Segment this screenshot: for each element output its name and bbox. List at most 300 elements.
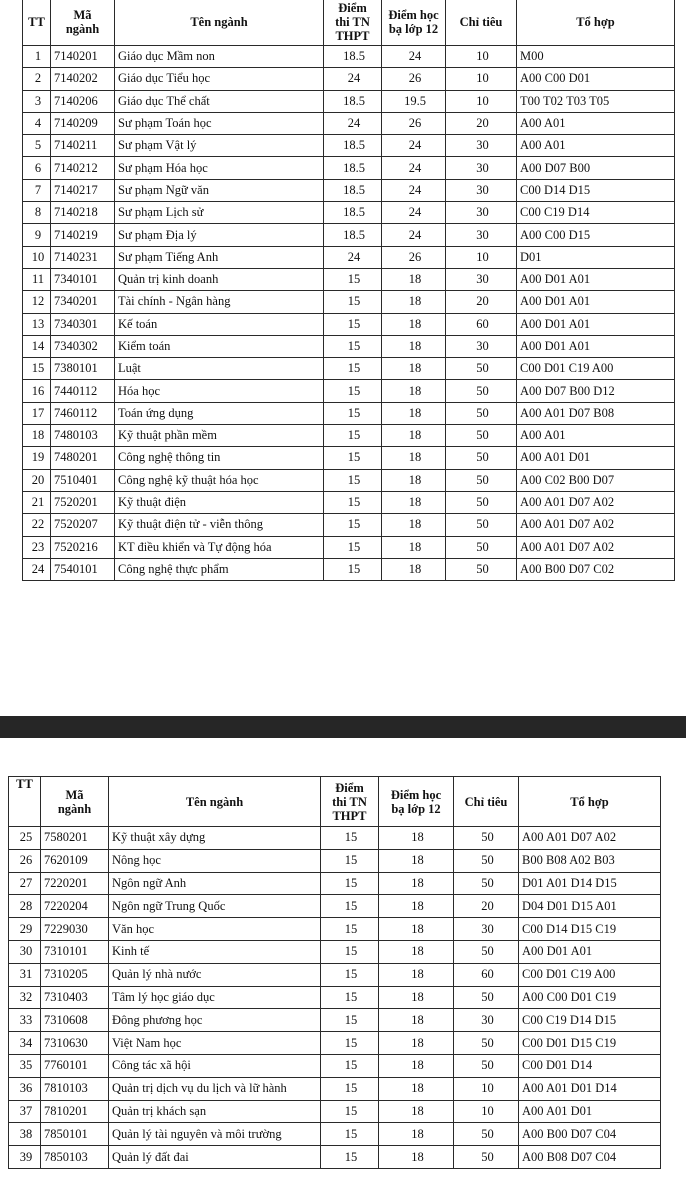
major-code: 7460112 (51, 402, 115, 424)
subject-combination: A00 A01 D07 A02 (517, 536, 675, 558)
row-number: 28 (9, 895, 41, 918)
major-code: 7310630 (41, 1032, 109, 1055)
row-number: 2 (23, 68, 51, 90)
major-code: 7340101 (51, 268, 115, 290)
row-number: 32 (9, 986, 41, 1009)
major-name: Quản trị dịch vụ du lịch và lữ hành (109, 1077, 321, 1100)
score-thpt: 15 (321, 940, 379, 963)
quota: 50 (446, 536, 517, 558)
subject-combination: A00 A01 D01 (517, 447, 675, 469)
score-hoc-ba: 18 (379, 1054, 454, 1077)
score-hoc-ba: 18 (379, 1009, 454, 1032)
subject-combination: C00 D01 C19 A00 (519, 963, 661, 986)
major-name: Việt Nam học (109, 1032, 321, 1055)
header-diem-thi: Điểm thi TN THPT (324, 0, 382, 46)
subject-combination: A00 D07 B00 D12 (517, 380, 675, 402)
row-number: 16 (23, 380, 51, 402)
score-thpt: 18.5 (324, 157, 382, 179)
subject-combination: A00 A01 D01 (519, 1100, 661, 1123)
header-chi-tieu: Chỉ tiêu (454, 777, 519, 827)
major-code: 7480103 (51, 425, 115, 447)
header-ma-nganh: Mã ngành (51, 0, 115, 46)
admission-table-1 (22, 0, 675, 581)
score-thpt: 15 (324, 491, 382, 513)
header-tt: TT (9, 777, 41, 827)
quota: 30 (446, 202, 517, 224)
table-row (9, 986, 661, 1009)
table-row (23, 536, 675, 558)
score-hoc-ba: 26 (382, 112, 446, 134)
major-code: 7620109 (41, 849, 109, 872)
subject-combination: A00 D01 A01 (517, 268, 675, 290)
score-thpt: 15 (324, 268, 382, 290)
table-row (23, 380, 675, 402)
score-hoc-ba: 18 (382, 447, 446, 469)
row-number: 29 (9, 918, 41, 941)
score-thpt: 15 (321, 986, 379, 1009)
quota: 10 (446, 246, 517, 268)
score-hoc-ba: 18 (379, 963, 454, 986)
score-thpt: 15 (321, 918, 379, 941)
quota: 50 (446, 514, 517, 536)
score-thpt: 18.5 (324, 135, 382, 157)
quota: 60 (454, 963, 519, 986)
score-hoc-ba: 18 (382, 514, 446, 536)
subject-combination: C00 D14 D15 C19 (519, 918, 661, 941)
major-name: Quản lý nhà nước (109, 963, 321, 986)
major-name: Kế toán (115, 313, 324, 335)
major-code: 7140201 (51, 46, 115, 68)
major-name: Tài chính - Ngân hàng (115, 291, 324, 313)
score-hoc-ba: 18 (382, 291, 446, 313)
quota: 50 (454, 1146, 519, 1169)
major-code: 7520201 (51, 491, 115, 513)
table-row (23, 268, 675, 290)
major-code: 7520216 (51, 536, 115, 558)
major-code: 7140206 (51, 90, 115, 112)
row-number: 21 (23, 491, 51, 513)
major-code: 7850103 (41, 1146, 109, 1169)
table-row (23, 491, 675, 513)
subject-combination: A00 B08 D07 C04 (519, 1146, 661, 1169)
table-row (23, 112, 675, 134)
table-row (9, 918, 661, 941)
major-name: Ngôn ngữ Trung Quốc (109, 895, 321, 918)
table-body-2 (9, 827, 661, 1169)
subject-combination: A00 D01 A01 (517, 313, 675, 335)
quota: 50 (446, 469, 517, 491)
score-thpt: 15 (321, 1032, 379, 1055)
subject-combination: A00 A01 D01 D14 (519, 1077, 661, 1100)
score-hoc-ba: 24 (382, 46, 446, 68)
score-hoc-ba: 18 (379, 918, 454, 941)
table-row (23, 224, 675, 246)
subject-combination: A00 B00 D07 C02 (517, 558, 675, 580)
subject-combination: C00 D14 D15 (517, 179, 675, 201)
quota: 50 (446, 491, 517, 513)
header-diem-thi: Điểm thi TN THPT (321, 777, 379, 827)
score-thpt: 15 (321, 1009, 379, 1032)
row-number: 26 (9, 849, 41, 872)
document-page-2 (0, 738, 686, 1178)
major-name: Công tác xã hội (109, 1054, 321, 1077)
quota: 30 (446, 157, 517, 179)
table-row (23, 202, 675, 224)
table-row (9, 1077, 661, 1100)
major-name: Toán ứng dụng (115, 402, 324, 424)
major-code: 7140209 (51, 112, 115, 134)
row-number: 30 (9, 940, 41, 963)
quota: 50 (454, 872, 519, 895)
major-code: 7310205 (41, 963, 109, 986)
score-thpt: 15 (321, 1054, 379, 1077)
row-number: 4 (23, 112, 51, 134)
score-thpt: 24 (324, 68, 382, 90)
score-hoc-ba: 26 (382, 246, 446, 268)
row-number: 1 (23, 46, 51, 68)
score-hoc-ba: 24 (382, 202, 446, 224)
quota: 50 (446, 447, 517, 469)
score-thpt: 15 (324, 291, 382, 313)
major-name: Kỹ thuật điện tử - viễn thông (115, 514, 324, 536)
quota: 50 (454, 827, 519, 850)
major-name: Sư phạm Lịch sử (115, 202, 324, 224)
major-name: Sư phạm Ngữ văn (115, 179, 324, 201)
subject-combination: A00 A01 D07 A02 (519, 827, 661, 850)
major-name: Giáo dục Mầm non (115, 46, 324, 68)
major-name: Kỹ thuật điện (115, 491, 324, 513)
major-code: 7480201 (51, 447, 115, 469)
header-to-hop: Tổ hợp (517, 0, 675, 46)
major-name: Sư phạm Địa lý (115, 224, 324, 246)
admission-table-2 (8, 776, 661, 1169)
score-thpt: 15 (321, 963, 379, 986)
quota: 20 (446, 112, 517, 134)
major-code: 7340301 (51, 313, 115, 335)
header-chi-tieu: Chỉ tiêu (446, 0, 517, 46)
major-name: Luật (115, 358, 324, 380)
table-row (23, 313, 675, 335)
table-row (23, 179, 675, 201)
major-code: 7220201 (41, 872, 109, 895)
score-thpt: 15 (321, 872, 379, 895)
score-hoc-ba: 18 (379, 872, 454, 895)
row-number: 23 (23, 536, 51, 558)
row-number: 38 (9, 1123, 41, 1146)
major-name: Quản trị kinh doanh (115, 268, 324, 290)
major-code: 7540101 (51, 558, 115, 580)
major-name: Quản trị khách sạn (109, 1100, 321, 1123)
score-hoc-ba: 18 (379, 849, 454, 872)
score-hoc-ba: 18 (382, 558, 446, 580)
major-code: 7380101 (51, 358, 115, 380)
quota: 50 (446, 358, 517, 380)
score-hoc-ba: 18 (382, 536, 446, 558)
subject-combination: C00 C19 D14 (517, 202, 675, 224)
subject-combination: A00 A01 D07 A02 (517, 491, 675, 513)
row-number: 9 (23, 224, 51, 246)
major-code: 7340201 (51, 291, 115, 313)
major-name: Tâm lý học giáo dục (109, 986, 321, 1009)
table-row (9, 1032, 661, 1055)
table-row (23, 469, 675, 491)
quota: 10 (446, 68, 517, 90)
quota: 50 (454, 1123, 519, 1146)
major-code: 7810103 (41, 1077, 109, 1100)
subject-combination: A00 D07 B00 (517, 157, 675, 179)
row-number: 11 (23, 268, 51, 290)
row-number: 13 (23, 313, 51, 335)
major-name: Công nghệ thực phẩm (115, 558, 324, 580)
major-name: Giáo dục Tiểu học (115, 68, 324, 90)
score-hoc-ba: 19.5 (382, 90, 446, 112)
major-code: 7220204 (41, 895, 109, 918)
subject-combination: D01 (517, 246, 675, 268)
score-thpt: 15 (324, 313, 382, 335)
score-hoc-ba: 18 (382, 313, 446, 335)
subject-combination: A00 A01 (517, 135, 675, 157)
major-code: 7140212 (51, 157, 115, 179)
quota: 30 (446, 135, 517, 157)
major-code: 7140211 (51, 135, 115, 157)
quota: 50 (454, 1032, 519, 1055)
row-number: 14 (23, 335, 51, 357)
header-diem-hoc-ba: Điểm học bạ lớp 12 (379, 777, 454, 827)
major-code: 7760101 (41, 1054, 109, 1077)
quota: 50 (454, 940, 519, 963)
subject-combination: C00 D01 C19 A00 (517, 358, 675, 380)
header-ten-nganh: Tên ngành (109, 777, 321, 827)
score-hoc-ba: 18 (382, 380, 446, 402)
score-thpt: 15 (324, 380, 382, 402)
row-number: 10 (23, 246, 51, 268)
subject-combination: D04 D01 D15 A01 (519, 895, 661, 918)
score-hoc-ba: 26 (382, 68, 446, 90)
row-number: 27 (9, 872, 41, 895)
quota: 10 (454, 1100, 519, 1123)
row-number: 19 (23, 447, 51, 469)
subject-combination: A00 A01 (517, 425, 675, 447)
score-hoc-ba: 18 (382, 469, 446, 491)
score-thpt: 18.5 (324, 46, 382, 68)
subject-combination: A00 C00 D15 (517, 224, 675, 246)
major-code: 7140202 (51, 68, 115, 90)
score-thpt: 18.5 (324, 224, 382, 246)
quota: 50 (446, 558, 517, 580)
table-row (23, 558, 675, 580)
major-code: 7810201 (41, 1100, 109, 1123)
major-name: Kỹ thuật phần mềm (115, 425, 324, 447)
major-name: Kiểm toán (115, 335, 324, 357)
row-number: 33 (9, 1009, 41, 1032)
score-thpt: 15 (324, 536, 382, 558)
major-name: Công nghệ kỹ thuật hóa học (115, 469, 324, 491)
table-row (9, 940, 661, 963)
quota: 10 (446, 46, 517, 68)
quota: 20 (446, 291, 517, 313)
major-code: 7340302 (51, 335, 115, 357)
score-thpt: 15 (324, 335, 382, 357)
row-number: 20 (23, 469, 51, 491)
score-thpt: 15 (321, 1100, 379, 1123)
score-hoc-ba: 24 (382, 157, 446, 179)
header-ma-nganh: Mã ngành (41, 777, 109, 827)
major-name: Kỹ thuật xây dựng (109, 827, 321, 850)
major-code: 7140219 (51, 224, 115, 246)
table-row (23, 46, 675, 68)
table-row (9, 1054, 661, 1077)
score-thpt: 15 (324, 558, 382, 580)
subject-combination: A00 C00 D01 C19 (519, 986, 661, 1009)
major-code: 7510401 (51, 469, 115, 491)
quota: 30 (446, 224, 517, 246)
score-hoc-ba: 18 (379, 895, 454, 918)
row-number: 22 (23, 514, 51, 536)
header-tt: TT (23, 0, 51, 46)
subject-combination: A00 A01 D07 A02 (517, 514, 675, 536)
score-hoc-ba: 24 (382, 224, 446, 246)
quota: 30 (446, 179, 517, 201)
major-name: Công nghệ thông tin (115, 447, 324, 469)
major-name: Kinh tế (109, 940, 321, 963)
row-number: 6 (23, 157, 51, 179)
table-row (9, 872, 661, 895)
subject-combination: A00 A01 D07 B08 (517, 402, 675, 424)
major-code: 7310101 (41, 940, 109, 963)
score-hoc-ba: 18 (379, 940, 454, 963)
row-number: 25 (9, 827, 41, 850)
major-code: 7440112 (51, 380, 115, 402)
quota: 50 (446, 380, 517, 402)
row-number: 3 (23, 90, 51, 112)
table-row (23, 135, 675, 157)
score-hoc-ba: 18 (379, 1077, 454, 1100)
score-hoc-ba: 18 (382, 491, 446, 513)
quota: 30 (454, 918, 519, 941)
major-name: Quản lý đất đai (109, 1146, 321, 1169)
header-ten-nganh: Tên ngành (115, 0, 324, 46)
header-diem-hoc-ba: Điểm học bạ lớp 12 (382, 0, 446, 46)
table-header-row (23, 0, 675, 46)
score-hoc-ba: 18 (379, 1123, 454, 1146)
table-body-1 (23, 46, 675, 581)
score-hoc-ba: 18 (379, 827, 454, 850)
subject-combination: D01 A01 D14 D15 (519, 872, 661, 895)
major-name: Văn học (109, 918, 321, 941)
subject-combination: C00 C19 D14 D15 (519, 1009, 661, 1032)
score-hoc-ba: 18 (382, 402, 446, 424)
quota: 10 (454, 1077, 519, 1100)
row-number: 37 (9, 1100, 41, 1123)
table-row (23, 157, 675, 179)
table-row (23, 425, 675, 447)
row-number: 39 (9, 1146, 41, 1169)
row-number: 5 (23, 135, 51, 157)
score-thpt: 18.5 (324, 202, 382, 224)
row-number: 8 (23, 202, 51, 224)
quota: 50 (446, 402, 517, 424)
table-row (23, 335, 675, 357)
score-thpt: 15 (324, 447, 382, 469)
major-code: 7229030 (41, 918, 109, 941)
score-thpt: 15 (321, 1123, 379, 1146)
table-row (23, 447, 675, 469)
score-hoc-ba: 24 (382, 135, 446, 157)
subject-combination: T00 T02 T03 T05 (517, 90, 675, 112)
score-hoc-ba: 18 (379, 1146, 454, 1169)
subject-combination: A00 A01 (517, 112, 675, 134)
table-row (23, 358, 675, 380)
quota: 30 (454, 1009, 519, 1032)
score-thpt: 18.5 (324, 90, 382, 112)
row-number: 35 (9, 1054, 41, 1077)
score-hoc-ba: 18 (382, 425, 446, 447)
quota: 50 (454, 986, 519, 1009)
major-name: Sư phạm Tiếng Anh (115, 246, 324, 268)
score-hoc-ba: 18 (379, 1100, 454, 1123)
page-divider (0, 716, 686, 738)
major-name: KT điều khiển và Tự động hóa (115, 536, 324, 558)
subject-combination: A00 C02 B00 D07 (517, 469, 675, 491)
table-row (9, 1123, 661, 1146)
score-hoc-ba: 18 (382, 268, 446, 290)
subject-combination: A00 D01 A01 (517, 335, 675, 357)
score-thpt: 15 (321, 1077, 379, 1100)
score-thpt: 15 (324, 402, 382, 424)
score-thpt: 24 (324, 112, 382, 134)
major-name: Giáo dục Thể chất (115, 90, 324, 112)
score-hoc-ba: 24 (382, 179, 446, 201)
score-hoc-ba: 18 (379, 986, 454, 1009)
table-row (23, 402, 675, 424)
major-code: 7580201 (41, 827, 109, 850)
quota: 30 (446, 335, 517, 357)
quota: 60 (446, 313, 517, 335)
major-code: 7140217 (51, 179, 115, 201)
header-to-hop: Tổ hợp (519, 777, 661, 827)
table-row (9, 849, 661, 872)
score-thpt: 15 (321, 1146, 379, 1169)
major-code: 7850101 (41, 1123, 109, 1146)
major-name: Sư phạm Hóa học (115, 157, 324, 179)
score-thpt: 15 (324, 425, 382, 447)
table-row (9, 1100, 661, 1123)
table-row (9, 963, 661, 986)
major-code: 7310608 (41, 1009, 109, 1032)
score-hoc-ba: 18 (382, 335, 446, 357)
score-thpt: 15 (324, 469, 382, 491)
row-number: 12 (23, 291, 51, 313)
score-hoc-ba: 18 (382, 358, 446, 380)
subject-combination: A00 C00 D01 (517, 68, 675, 90)
score-thpt: 15 (321, 827, 379, 850)
score-thpt: 18.5 (324, 179, 382, 201)
score-thpt: 15 (324, 358, 382, 380)
quota: 50 (454, 1054, 519, 1077)
table-row (9, 1146, 661, 1169)
major-name: Sư phạm Vật lý (115, 135, 324, 157)
row-number: 31 (9, 963, 41, 986)
quota: 50 (446, 425, 517, 447)
quota: 20 (454, 895, 519, 918)
major-name: Ngôn ngữ Anh (109, 872, 321, 895)
score-thpt: 24 (324, 246, 382, 268)
major-code: 7140218 (51, 202, 115, 224)
row-number: 34 (9, 1032, 41, 1055)
quota: 10 (446, 90, 517, 112)
row-number: 18 (23, 425, 51, 447)
subject-combination: A00 B00 D07 C04 (519, 1123, 661, 1146)
